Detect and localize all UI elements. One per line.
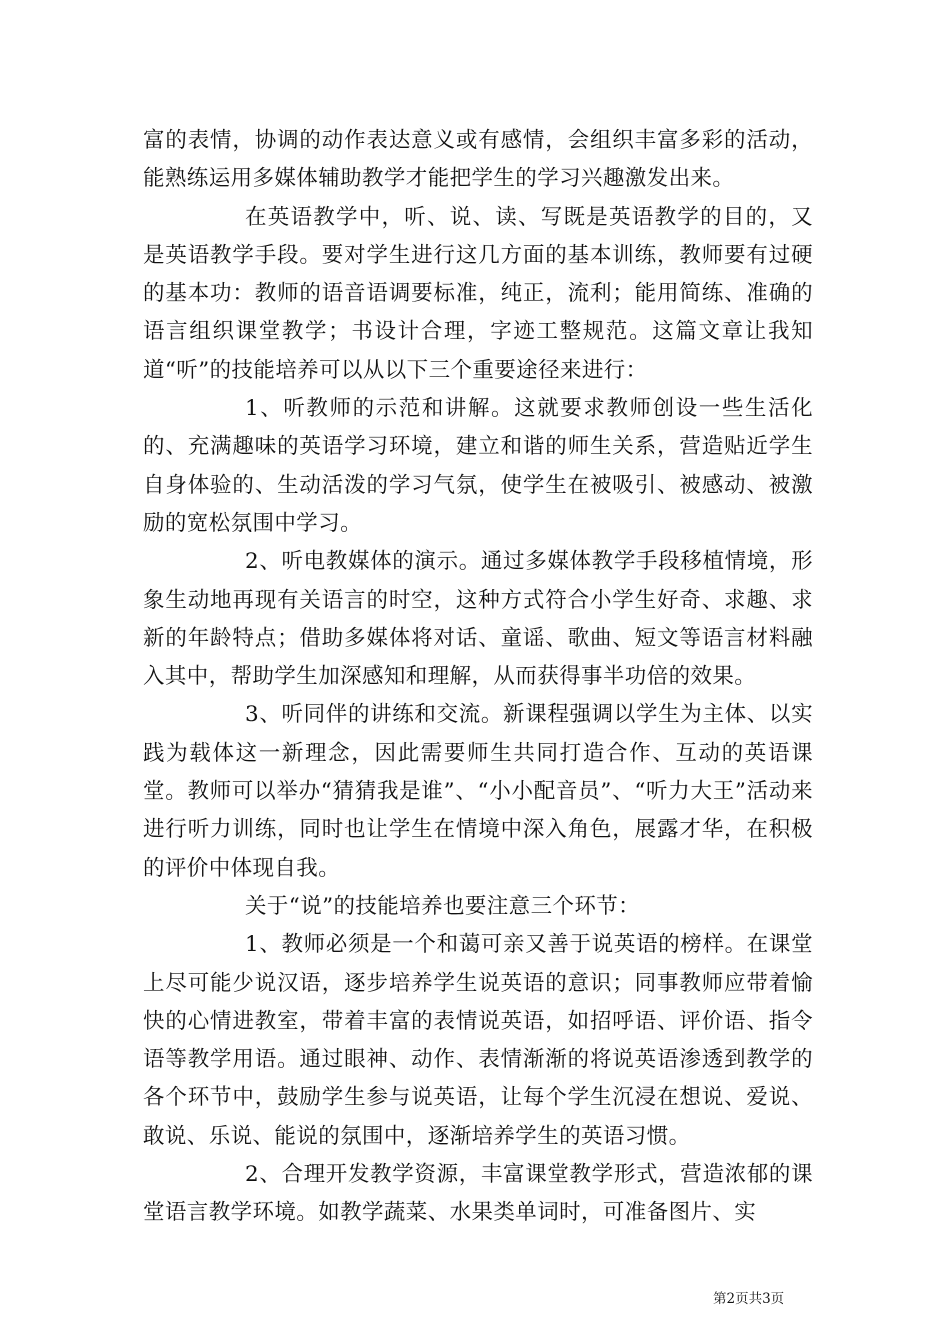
paragraph-english-teaching-intro: 在英语教学中，听、说、读、写既是英语教学的目的，又是英语教学手段。要对学生进行这几方面的基本训练，教师要有过硬的基本功：教师的语音语调要标准，纯正，流利；能用简练、准确的语言组织课堂教学；书设计合理，字迹工整规范。这篇文章让我知道“听”的技能培养可以从以下三个重要途径来进行：: [143, 204, 813, 383]
paragraph-speaking-intro: 关于“说”的技能培养也要注意三个环节：: [245, 893, 641, 919]
paragraph-listening-point-3: 3、听同伴的讲练和交流。新课程强调以学生为主体、以实践为载体这一新理念，因此需要师生共同打造合作、互动的英语课堂。教师可以举办“猜猜我是谁”、“小小配音员”、“听力大王”活动来进行听力训练，同时也让学生在情境中深入角色，展露才华，在积极的评价中体现自我。: [143, 702, 813, 881]
paragraph-listening-point-1: 1、听教师的示范和讲解。这就要求教师创设一些生活化的、充满趣味的英语学习环境，建立和谐的师生关系，营造贴近学生自身体验的、生动活泼的学习气氛，使学生在被吸引、被感动、被激励的宽松氛围中学习。: [143, 396, 813, 536]
paragraph-speaking-point-1: 1、教师必须是一个和蔼可亲又善于说英语的榜样。在课堂上尽可能少说汉语，逐步培养学生说英语的意识；同事教师应带着愉快的心情进教室，带着丰富的表情说英语，如招呼语、评价语、指令语等教学用语。通过眼神、动作、表情渐渐的将说英语渗透到教学的各个环节中，鼓励学生参与说英语，让每个学生沉浸在想说、爱说、敢说、乐说、能说的氛围中，逐渐培养学生的英语习惯。: [143, 932, 813, 1149]
document-body: [143, 122, 813, 1233]
paragraph-listening-point-2: 2、听电教媒体的演示。通过多媒体教学手段移植情境，形象生动地再现有关语言的时空，这种方式符合小学生好奇、求趣、求新的年龄特点；借助多媒体将对话、童谣、歌曲、短文等语言材料融入其中，帮助学生加深感知和理解，从而获得事半功倍的效果。: [143, 549, 813, 690]
page-number-footer: 第2页共3页: [713, 1291, 785, 1307]
paragraph-continuation: 富的表情，协调的动作表达意义或有感情，会组织丰富多彩的活动，能熟练运用多媒体辅助教学才能把学生的学习兴趣激发出来。: [143, 128, 813, 192]
paragraph-speaking-point-2: 2、合理开发教学资源，丰富课堂教学形式，营造浓郁的课堂语言教学环境。如教学蔬菜、水果类单词时，可准备图片、实: [143, 1162, 813, 1226]
